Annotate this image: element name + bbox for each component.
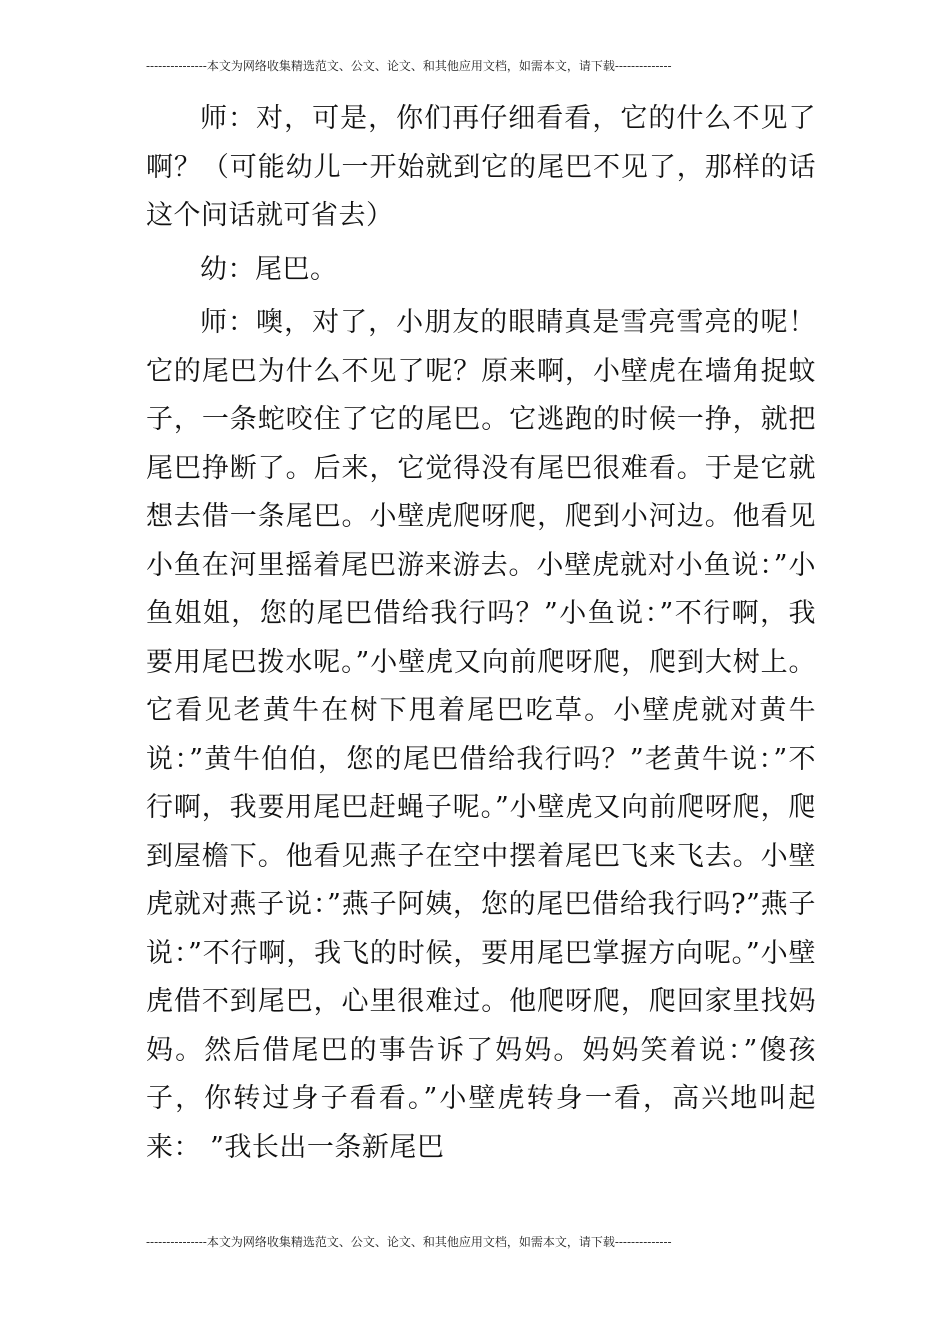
document-body [146,95,816,1177]
page-footer: ---------------本文为网络收集精选范文、公文、论文、和其他应用文档，如需本文，请下载-------------- [146,1235,672,1249]
paragraph-teacher-story: 师：噢，对了，小朋友的眼睛真是雪亮雪亮的呢！它的尾巴为什么不见了呢？原来啊，小壁虎在墙角捉蚊子，一条蛇咬住了它的尾巴。它逃跑的时候一挣，就把尾巴挣断了。后来，它觉得没有尾巴很难看。于是它就想去借一条尾巴。小壁虎爬呀爬，爬到小河边。他看见小鱼在河里摇着尾巴游来游去。小壁虎就对小鱼说：”小鱼姐姐，您的尾巴借给我行吗？”小鱼说：”不行啊，我要用尾巴拨水呢。”小壁虎又向前爬呀爬，爬到大树上。它看见老黄牛在树下甩着尾巴吃草。小壁虎就对黄牛说：”黄牛伯伯，您的尾巴借给我行吗？”老黄牛说：”不行啊，我要用尾巴赶蝇子呢。”小壁虎又向前爬呀爬，爬到屋檐下。他看见燕子在空中摆着尾巴飞来飞去。小壁虎就对燕子说：”燕子阿姨，您的尾巴借给我行吗?”燕子说：”不行啊，我飞的时候，要用尾巴掌握方向呢。”小壁虎借不到尾巴，心里很难过。他爬呀爬，爬回家里找妈妈。然后借尾巴的事告诉了妈妈。妈妈笑着说：”傻孩子，你转过身子看看。”小壁虎转身一看，高兴地叫起来： ”我长出一条新尾巴 [146,307,816,1163]
paragraph-child-answer: 幼：尾巴。 [200,253,338,285]
paragraph-teacher-question: 师：对，可是，你们再仔细看看，它的什么不见了啊？（可能幼儿一开始就到它的尾巴不见了，那样的话这个问话就可省去） [146,103,816,231]
page-header: ---------------本文为网络收集精选范文、公文、论文、和其他应用文档，如需本文，请下载-------------- [146,59,672,73]
